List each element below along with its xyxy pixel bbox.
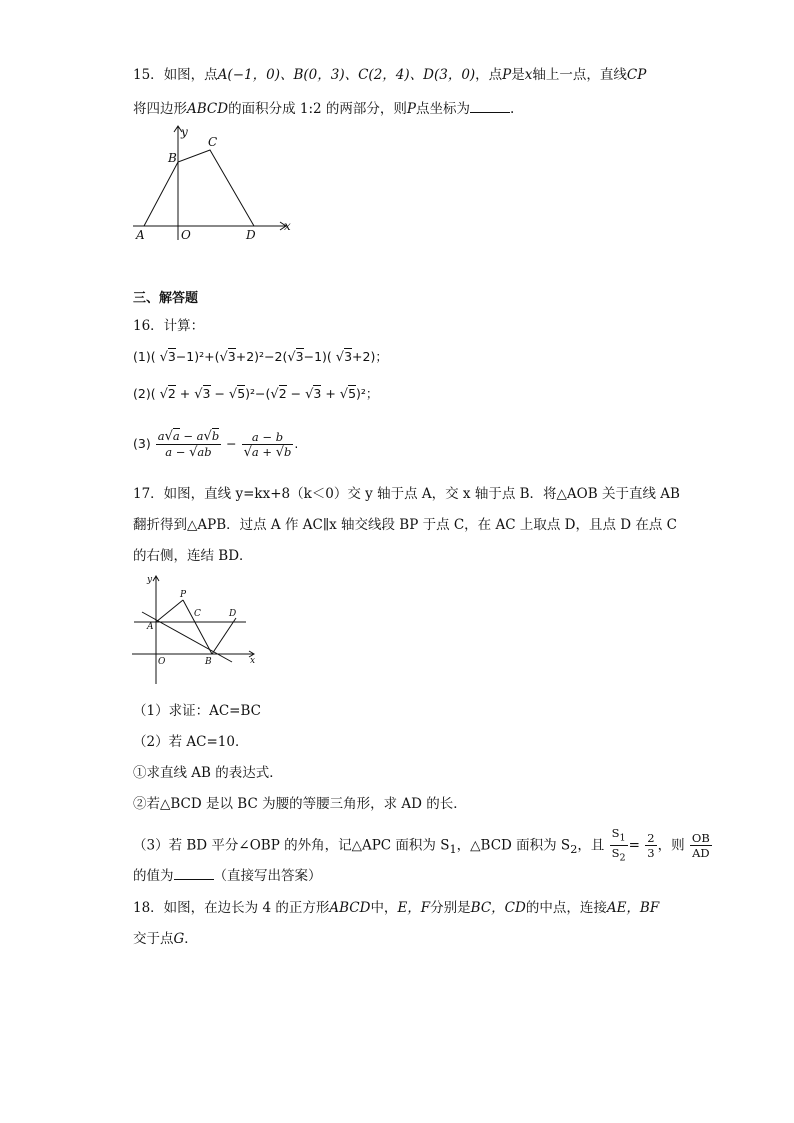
- radicand: b: [211, 429, 220, 443]
- q18-period: ．: [184, 931, 198, 947]
- equals: =: [628, 837, 640, 854]
- q16-p1-label: (1): [133, 349, 151, 364]
- q15-figure: [128, 122, 308, 242]
- q18-aebf: AE，BF: [606, 900, 660, 916]
- q17-part3: [133, 826, 713, 867]
- label-d: D: [229, 609, 237, 619]
- q15-text: 是: [511, 67, 525, 83]
- q16-p2-label: (2): [133, 386, 151, 401]
- segment-ap: [156, 600, 183, 622]
- segment-bd: [212, 618, 236, 654]
- frac-num: 2: [647, 831, 655, 846]
- q15-text: 点坐标为: [415, 101, 470, 117]
- label-o: O: [158, 657, 166, 667]
- q16-p1-text: +2)²−2(: [235, 349, 288, 364]
- radicand: a: [172, 429, 180, 443]
- q18-ef: E，F: [397, 900, 431, 916]
- q15-text: 将四边形: [133, 101, 187, 117]
- label-d: D: [246, 228, 256, 242]
- frac-num: a − b: [242, 430, 294, 445]
- frac-den: 3: [647, 846, 655, 861]
- radicand: 2: [167, 386, 176, 401]
- subscript: 2: [619, 852, 626, 864]
- q17-text: 的值为: [133, 868, 174, 884]
- q17-part1: （1）求证：AC=BC: [133, 703, 261, 719]
- radicand: 3: [167, 349, 176, 364]
- q15-line2: [133, 99, 514, 119]
- q17-p3-text: ，且: [577, 837, 605, 854]
- q17-part2: （2）若 AC=10．: [133, 734, 249, 750]
- radicand: 3: [313, 386, 322, 401]
- radicand: 3: [295, 349, 304, 364]
- q17-line3: 的右侧，连结 BD．: [133, 548, 253, 564]
- label-o: O: [181, 228, 191, 242]
- frac-num: a: [157, 429, 165, 443]
- subscript: 2: [570, 842, 578, 856]
- q15-cp: CP: [626, 67, 647, 83]
- frac-den: a −: [165, 445, 190, 459]
- fraction-1: $\frac{a√a - a√b}{a - √ab}$: [157, 429, 220, 460]
- answer-blank: [470, 100, 510, 113]
- frac-num: S: [611, 826, 620, 840]
- q15-line1: [133, 65, 646, 85]
- label-x: x: [284, 219, 291, 233]
- q16-p3-label: (3): [133, 436, 151, 451]
- q15-abcd: ABCD: [187, 101, 229, 117]
- q16-part2: (2)( √2 + √3 − √5)²−(√2 − √3 + √5)²；: [133, 386, 379, 402]
- q17-text: （直接写出答案）: [213, 868, 322, 884]
- q15-text: 轴上一点，直线: [532, 67, 627, 83]
- radicand: 2: [278, 386, 287, 401]
- q15-x: x: [524, 67, 533, 83]
- label-c: C: [194, 609, 201, 619]
- label-c: C: [208, 135, 218, 149]
- q17-p3-text: ，则: [657, 837, 685, 854]
- value-fraction: [645, 831, 656, 860]
- q16-p1-text: −1)(: [303, 349, 332, 364]
- answer-blank: [174, 867, 214, 880]
- q18-text: 交于点: [133, 931, 174, 947]
- q18-line1: [133, 898, 659, 918]
- frac-num: − a: [179, 429, 204, 443]
- label-a: A: [147, 622, 154, 632]
- q18-text: 中，: [370, 900, 398, 916]
- radicand: 5: [348, 386, 357, 401]
- q15-p: P: [502, 67, 512, 83]
- q17-p3-text: ，△BCD 面积为 S: [456, 837, 571, 854]
- frac-num: OB: [691, 831, 710, 846]
- q15-points: A(−1，0)、B(0，3)、C(2，4)、D(3，0): [217, 67, 476, 83]
- q16-p2-text: )²；: [356, 386, 379, 401]
- q17-line2: 翻折得到△APB．过点 A 作 AC∥x 轴交线段 BP 于点 C，在 AC 上取点 D，且点 D 在点 C: [133, 517, 677, 533]
- q18-text: 18．如图，在边长为 4 的正方形: [133, 900, 330, 916]
- quadrilateral-abcd: [144, 150, 254, 226]
- q15-text: ，点: [475, 67, 503, 83]
- q17-figure: [128, 572, 268, 687]
- label-p: P: [180, 590, 187, 600]
- frac-den: S: [611, 846, 620, 861]
- q18-abcd: ABCD: [329, 900, 371, 916]
- radicand: 3: [344, 349, 353, 364]
- q15-text: 如图，点: [163, 67, 218, 83]
- label-y: y: [147, 575, 153, 585]
- section-title: 三、解答题: [133, 291, 199, 306]
- q18-bccd: BC，CD: [470, 900, 526, 916]
- label-y: y: [181, 125, 188, 139]
- q16-title: 16．计算：: [133, 318, 205, 334]
- ob-ad-fraction: [690, 831, 712, 860]
- q16-p1-text: +2)；: [352, 349, 388, 364]
- subscript: 1: [619, 832, 626, 844]
- label-a: A: [136, 228, 145, 242]
- frac-den: AD: [692, 846, 710, 861]
- radicand: ab: [197, 445, 212, 459]
- radicand: 3: [202, 386, 211, 401]
- radicand: 5: [237, 386, 246, 401]
- fraction-2: $\frac{a - b}{√a + √b}$: [243, 429, 292, 460]
- q17-line1: 17．如图，直线 y=kx+8（k＜0）交 y 轴于点 A，交 x 轴于点 B．将△AOB 关于直线 AB: [133, 486, 680, 502]
- radicand: b: [284, 444, 292, 459]
- q17-sub1: ①求直线 AB 的表达式．: [133, 765, 283, 781]
- q18-line2: [133, 929, 198, 949]
- q17-line5: [133, 866, 322, 886]
- radicand: 3: [227, 349, 236, 364]
- q15-period: .: [509, 101, 515, 117]
- q15-number: 15．: [133, 67, 164, 83]
- radicand: a: [251, 444, 259, 459]
- q15-text: 的面积分成 1:2 的两部分，则: [228, 101, 407, 117]
- q15-p: P: [406, 101, 416, 117]
- q18-text: 的中点，连接: [525, 900, 607, 916]
- q16-p1-text: −1)²+(: [175, 349, 220, 364]
- label-b: B: [205, 657, 212, 667]
- q17-sub2: ②若△BCD 是以 BC 为腰的等腰三角形，求 AD 的长．: [133, 796, 467, 812]
- label-b: B: [168, 151, 177, 165]
- subscript: 1: [449, 842, 457, 856]
- q18-g: G: [173, 931, 185, 947]
- q16-dot: .: [294, 436, 299, 451]
- q16-part3: (3) $\frac{a√a - a√b}{a - √ab}$ − $\frac{a - b}{√a + √b}$ .: [133, 429, 299, 460]
- q17-p3-text: （3）若 BD 平分∠OBP 的外角，记△APC 面积为 S: [133, 837, 450, 854]
- label-x: x: [250, 656, 256, 666]
- ratio-fraction: [610, 826, 628, 866]
- q16-part1: (1)( √3−1)²+(√3+2)²−2(√3−1)( √3+2)；: [133, 349, 388, 365]
- q18-text: 分别是: [430, 900, 471, 916]
